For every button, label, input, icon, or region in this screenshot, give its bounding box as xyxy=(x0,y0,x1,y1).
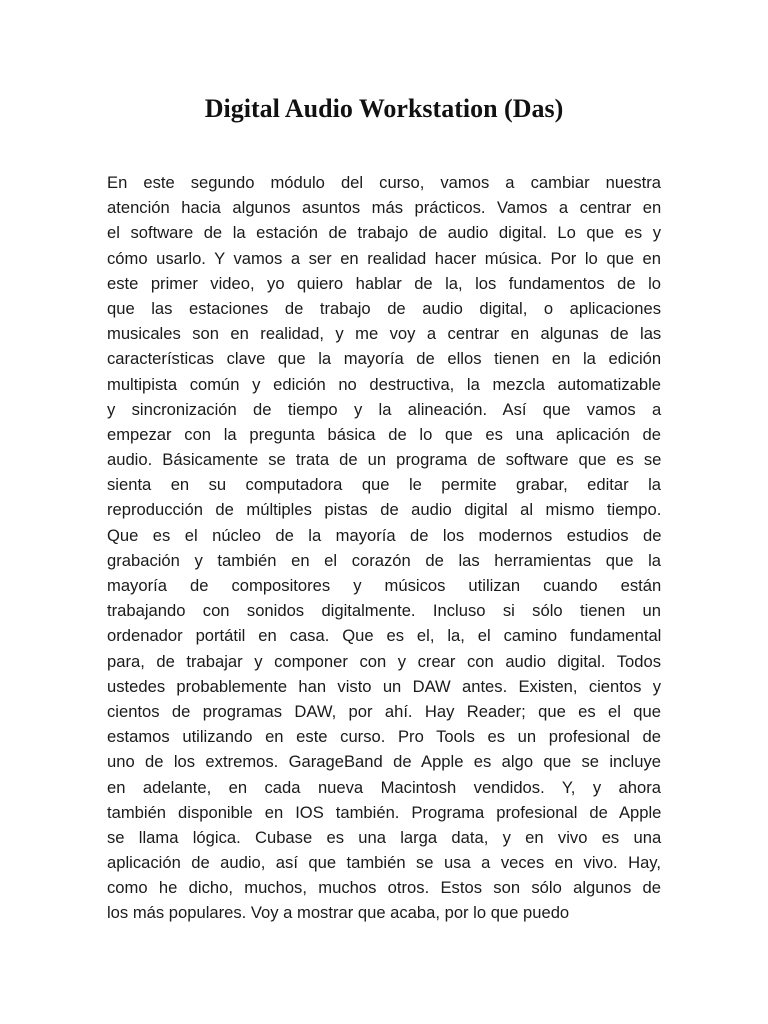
body-line: características clave que la mayoría de ellos tienen en la edición xyxy=(107,349,662,369)
body-line: uno de los extremos. GarageBand de Apple es algo que se incluye xyxy=(107,752,661,772)
body-line: este primer video, yo quiero hablar de la, los fundamentos de lo xyxy=(107,273,661,293)
body-line: ordenador portátil en casa. Que es el, la, el camino fundamental xyxy=(107,626,662,646)
body-line: multipista común y edición no destructiva, la mezcla automatizable xyxy=(107,374,661,394)
body-line: reproducción de múltiples pistas de audio digital al mismo tiempo. xyxy=(107,500,662,520)
document-body xyxy=(107,170,661,926)
body-line: mayoría de compositores y músicos utilizan cuando están xyxy=(107,576,662,595)
body-line: cómo usarlo. Y vamos a ser en realidad hacer música. Por lo que en xyxy=(107,248,661,268)
body-line: atención hacia algunos asuntos más prácticos. Vamos a centrar en xyxy=(107,198,662,218)
body-line: se llama lógica. Cubase es una larga data, y en vivo es una xyxy=(107,827,662,847)
document-title: Digital Audio Workstation (Das) xyxy=(204,94,564,123)
body-line: para, de trabajar y componer con y crear con audio digital. Todos xyxy=(107,651,661,671)
body-line: aplicación de audio, así que también se usa a veces en vivo. Hay, xyxy=(107,853,661,873)
body-line: también disponible en IOS también. Programa profesional de Apple xyxy=(107,802,662,822)
body-line: que las estaciones de trabajo de audio digital, o aplicaciones xyxy=(107,298,661,318)
body-line: Que es el núcleo de la mayoría de los modernos estudios de xyxy=(107,525,662,545)
body-line: empezar con la pregunta básica de lo que es una aplicación de xyxy=(107,424,661,444)
body-line: ustedes probablemente han visto un DAW antes. Existen, cientos y xyxy=(107,676,661,696)
body-line: audio. Básicamente se trata de un programa de software que es se xyxy=(107,450,662,470)
body-line: los más populares. Voy a mostrar que acaba, por lo que puedo xyxy=(107,903,570,923)
body-line: y sincronización de tiempo y la alineación. Así que vamos a xyxy=(107,399,662,419)
body-line: trabajando con sonidos digitalmente. Incluso si sólo tienen un xyxy=(107,601,662,621)
body-line: En este segundo módulo del curso, vamos a cambiar nuestra xyxy=(107,173,662,192)
body-line: como he dicho, muchos, muchos otros. Estos son sólo algunos de xyxy=(107,878,662,898)
body-line: musicales son en realidad, y me voy a centrar en algunas de las xyxy=(107,324,662,344)
body-line: sienta en su computadora que le permite grabar, editar la xyxy=(107,475,661,495)
body-line: en adelante, en cada nueva Macintosh vendidos. Y, y ahora xyxy=(107,777,661,797)
body-line: el software de la estación de trabajo de audio digital. Lo que es y xyxy=(107,223,661,243)
body-line: grabación y también en el corazón de las herramientas que la xyxy=(107,550,661,570)
body-line: cientos de programas DAW, por ahí. Hay Reader; que es el que xyxy=(107,701,661,721)
body-line: estamos utilizando en este curso. Pro Tools es un profesional de xyxy=(107,727,661,747)
